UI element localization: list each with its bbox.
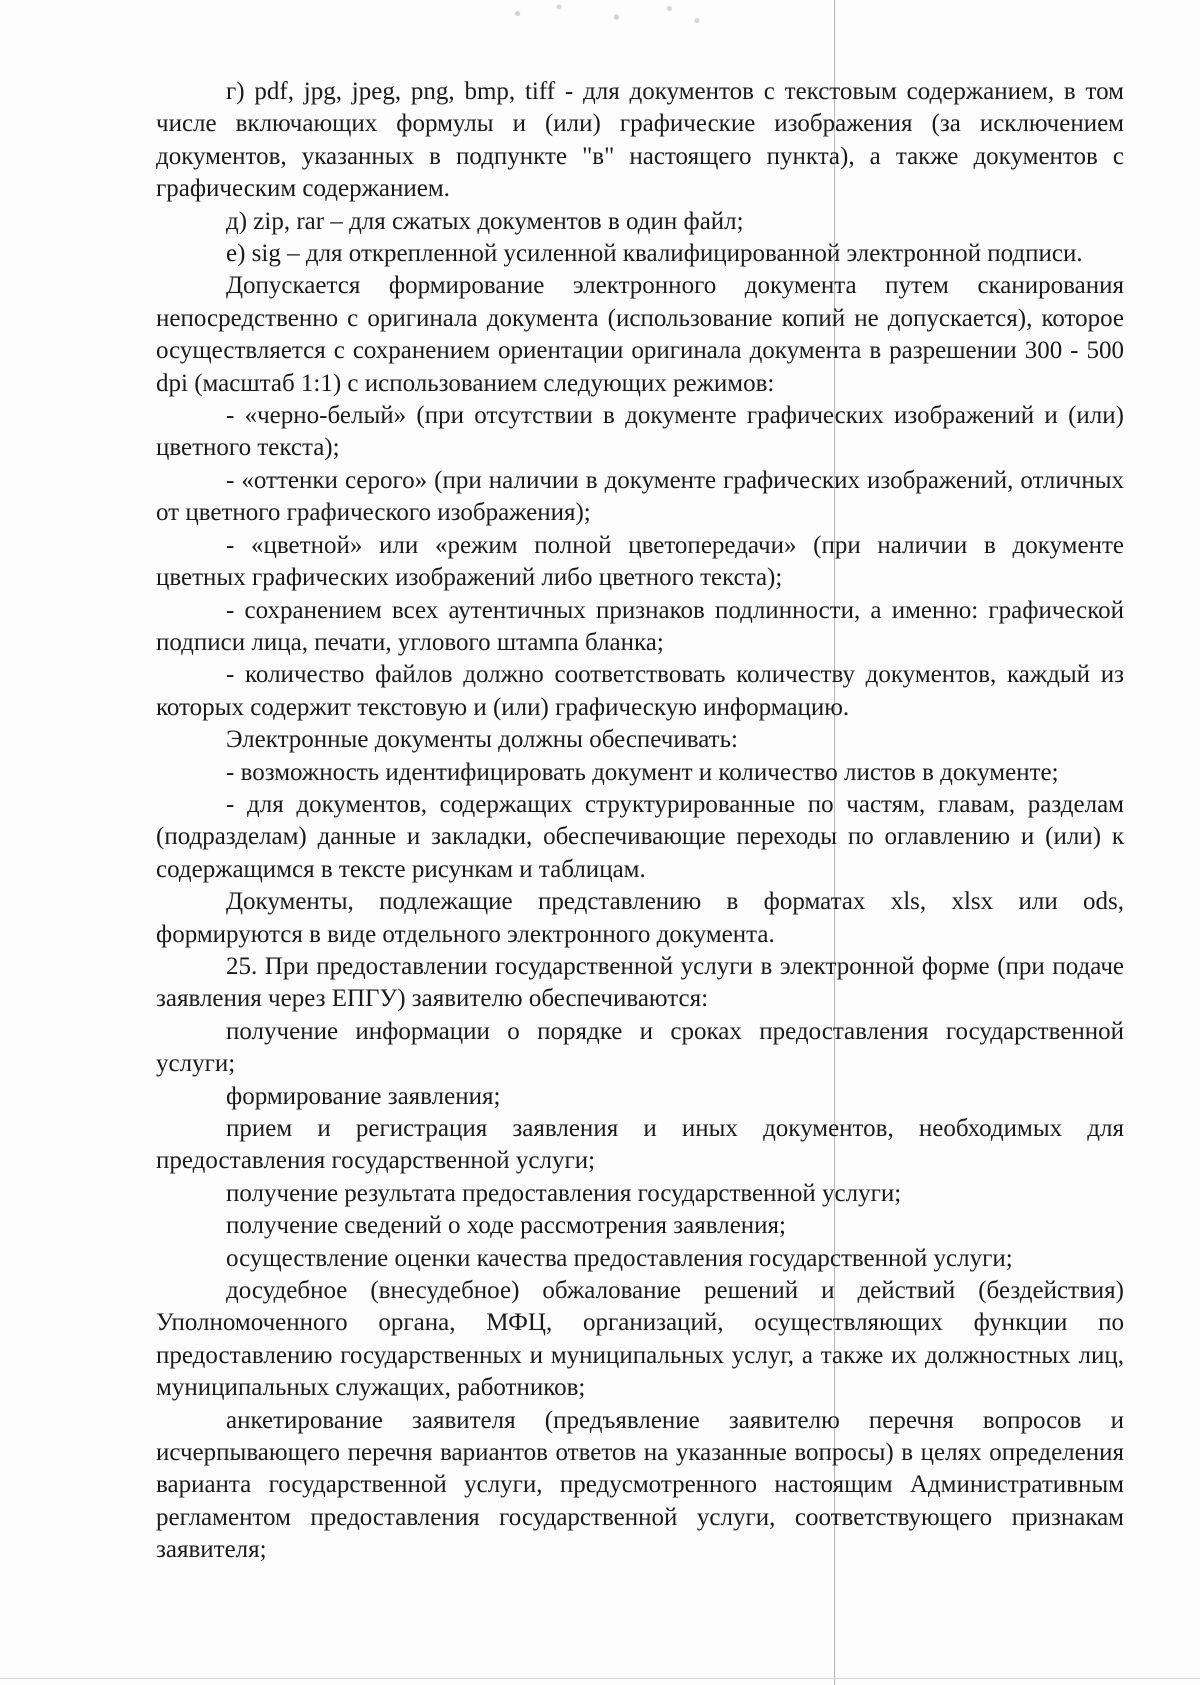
paragraph-item-25: 25. При предоставлении государственной услуги в электронной форме (при подаче заявления через ЕПГУ) заявителю обеспечиваются: <box>156 952 1124 1013</box>
paragraph-identify: - возможность идентифицировать документ и количество листов в документе; <box>226 758 1059 786</box>
paragraph-structure: - для документов, содержащих структурированные по частям, главам, разделам (подразделам) данные и закладки, обеспечивающие переходы по оглавлению и (или) к содержащимся в тексте рисункам и таблицам. <box>156 790 1124 883</box>
paragraph-format-zip: д) zip, rar – для сжатых документов в один файл; <box>226 207 744 235</box>
page-bottom-edge <box>0 1678 1200 1679</box>
paragraph-result: получение результата предоставления государственной услуги; <box>226 1179 902 1207</box>
paragraph-survey: анкетирование заявителя (предъявление заявителю перечня вопросов и исчерпывающего перечня вариантов ответов на указанные вопросы) в целях определения варианта государственной услуги, предусмотренного настоящим Административным регламентом предоставления государственной услуги, соответствующего признакам заявителя; <box>156 1406 1124 1564</box>
paragraph-authenticity: - сохранением всех аутентичных признаков подлинности, а именно: графической подписи лица, печати, углового штампа бланка; <box>156 596 1124 656</box>
paragraph-requirements: Электронные документы должны обеспечивать: <box>226 726 738 754</box>
paragraph-registration: прием и регистрация заявления и иных документов, необходимых для предоставления государственной услуги; <box>156 1115 1124 1175</box>
paragraph-format-sig: е) sig – для открепленной усиленной квалифицированной электронной подписи. <box>226 240 1083 268</box>
paragraph-mode-gray: - «оттенки серого» (при наличии в документе графических изображений, отличных от цветного графического изображения); <box>156 466 1124 527</box>
paragraph-scanning: Допускается формирование электронного документа путем сканирования непосредственно с оригинала документа (использование копий не допускается), которое осуществляется с сохранением ориентации оригинала документа в разрешении 300 - 500 dpi (масштаб 1:1) с использованием следующих режимов: <box>156 272 1124 397</box>
paragraph-spreadsheets: Документы, подлежащие представлению в форматах xls, xlsx или ods, формируются в виде отдельного электронного документа. <box>156 888 1124 948</box>
paragraph-appeal: досудебное (внесудебное) обжалование решений и действий (бездействия) Уполномоченного органа, МФЦ, организаций, осуществляющих функции по предоставлению государственных и муниципальных услуг, а также их должностных лиц, муниципальных служащих, работников; <box>156 1277 1124 1402</box>
paragraph-quality: осуществление оценки качества предоставления государственной услуги; <box>226 1244 1013 1272</box>
paragraph-mode-color: - «цветной» или «режим полной цветопередачи» (при наличии в документе цветных графических изображений либо цветного текста); <box>156 531 1124 592</box>
paragraph-info: получение информации о порядке и сроках предоставления государственной услуги; <box>156 1017 1124 1078</box>
paragraph-application: формирование заявления; <box>226 1082 501 1110</box>
paragraph-status: получение сведений о ходе рассмотрения заявления; <box>226 1212 786 1240</box>
paragraph-mode-bw: - «черно-белый» (при отсутствии в документе графических изображений и (или) цветного текста); <box>156 402 1124 462</box>
paragraph-file-count: - количество файлов должно соответствовать количеству документов, каждый из которых содержит текстовую и (или) графическую информацию. <box>156 661 1124 721</box>
paragraph-format-pdf: г) pdf, jpg, jpeg, png, bmp, tiff - для документов с текстовым содержанием, в том числе включающих формулы и (или) графические изображения (за исключением документов, указанных в подпункте "в" настоящего пункта), а также документов с графическим содержанием. <box>156 78 1124 203</box>
document-body <box>156 76 1124 1567</box>
scan-artifact <box>490 0 720 34</box>
